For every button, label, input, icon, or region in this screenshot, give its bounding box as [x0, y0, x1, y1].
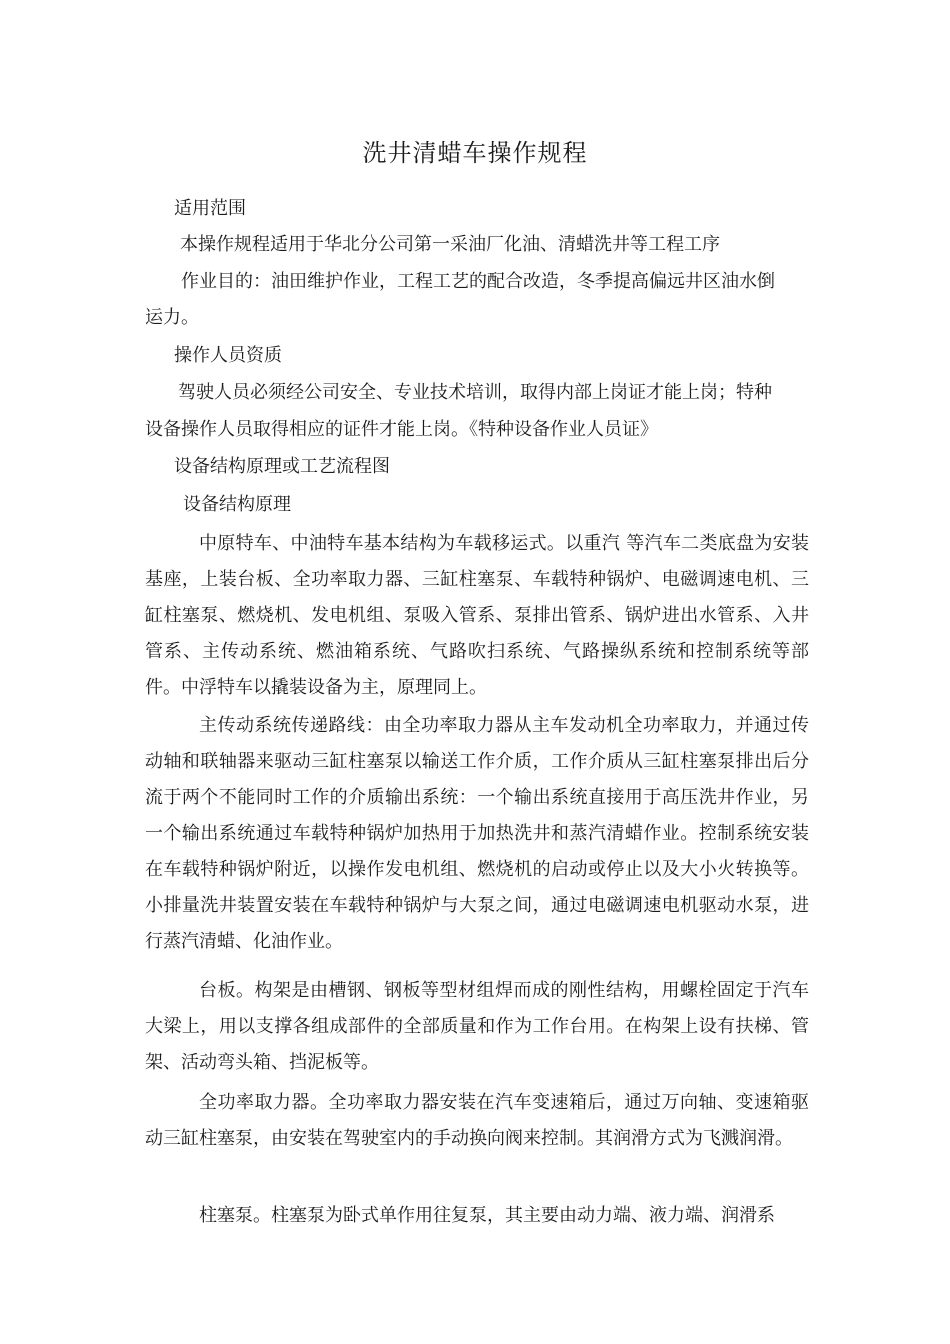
principle-heading: 设备结构原理 — [183, 494, 291, 515]
purpose-line-2: 运力。 — [145, 307, 199, 328]
staff-line-1: 驾驶人员必须经公司安全、专业技术培训，取得内部上岗证才能上岗；特种 — [178, 382, 772, 403]
scope-heading: 适用范围 — [174, 198, 246, 219]
structure-heading: 设备结构原理或工艺流程图 — [174, 456, 390, 477]
paragraph-deck-plate: 台板。构架是由槽钢、钢板等型材组焊而成的刚性结构，用螺栓固定于汽车大梁上，用以支撑各组成部件的全部质量和作为工作台用。在构架上设有扶梯、管架、活动弯头箱、挡泥板等。 — [145, 980, 809, 1073]
paragraph-main-drive: 主传动系统传递路线：由全功率取力器从主车发动机全功率取力，并通过传动轴和联轴器来驱动三缸柱塞泵以输送工作介质，工作介质从三缸柱塞泵排出后分流于两个不能同时工作的介质输出系统：一个输出系统直接用于高压洗井作业，另一个输出系统通过车载特种锅炉加热用于加热洗井和蒸汽清蜡作业。控制系统安装在车载特种锅炉附近，以操作发电机组、燃烧机的启动或停止以及大小火转换等。小排量洗井装置安装在车载特种锅炉与大泵之间，通过电磁调速电机驱动水泵，进行蒸汽清蜡、化油作业。 — [145, 715, 809, 952]
purpose-line-1: 作业目的：油田维护作业，工程工艺的配合改造，冬季提高偏远井区油水倒 — [181, 271, 775, 292]
page-title: 洗井清蜡车操作规程 — [362, 139, 588, 167]
staff-heading: 操作人员资质 — [174, 345, 282, 366]
paragraph-pto: 全功率取力器。全功率取力器安装在汽车变速箱后，通过万向轴、变速箱驱动三缸柱塞泵，由安装在驾驶室内的手动换向阀来控制。其润滑方式为飞溅润滑。 — [145, 1092, 809, 1149]
paragraph-basic-structure: 中原特车、中油特车基本结构为车载移运式。以重汽 等汽车二类底盘为安装基座，上装台板、全功率取力器、三缸柱塞泵、车载特种锅炉、电磁调速电机、三缸柱塞泵、燃烧机、发电机组、泵吸入管系、泵排出管系、锅炉进出水管系、入井管系、主传动系统、燃油箱系统、气路吹扫系统、气路操纵系统和控制系统等部件。中浮特车以撬装设备为主，原理同上。 — [145, 533, 809, 698]
paragraph-plunger-pump: 柱塞泵。柱塞泵为卧式单作用往复泵，其主要由动力端、液力端、润滑系 — [199, 1205, 775, 1226]
scope-text: 本操作规程适用于华北分公司第一采油厂化油、清蜡洗井等工程工序 — [180, 234, 720, 255]
staff-line-2: 设备操作人员取得相应的证件才能上岗。《特种设备作业人员证》 — [145, 419, 658, 440]
